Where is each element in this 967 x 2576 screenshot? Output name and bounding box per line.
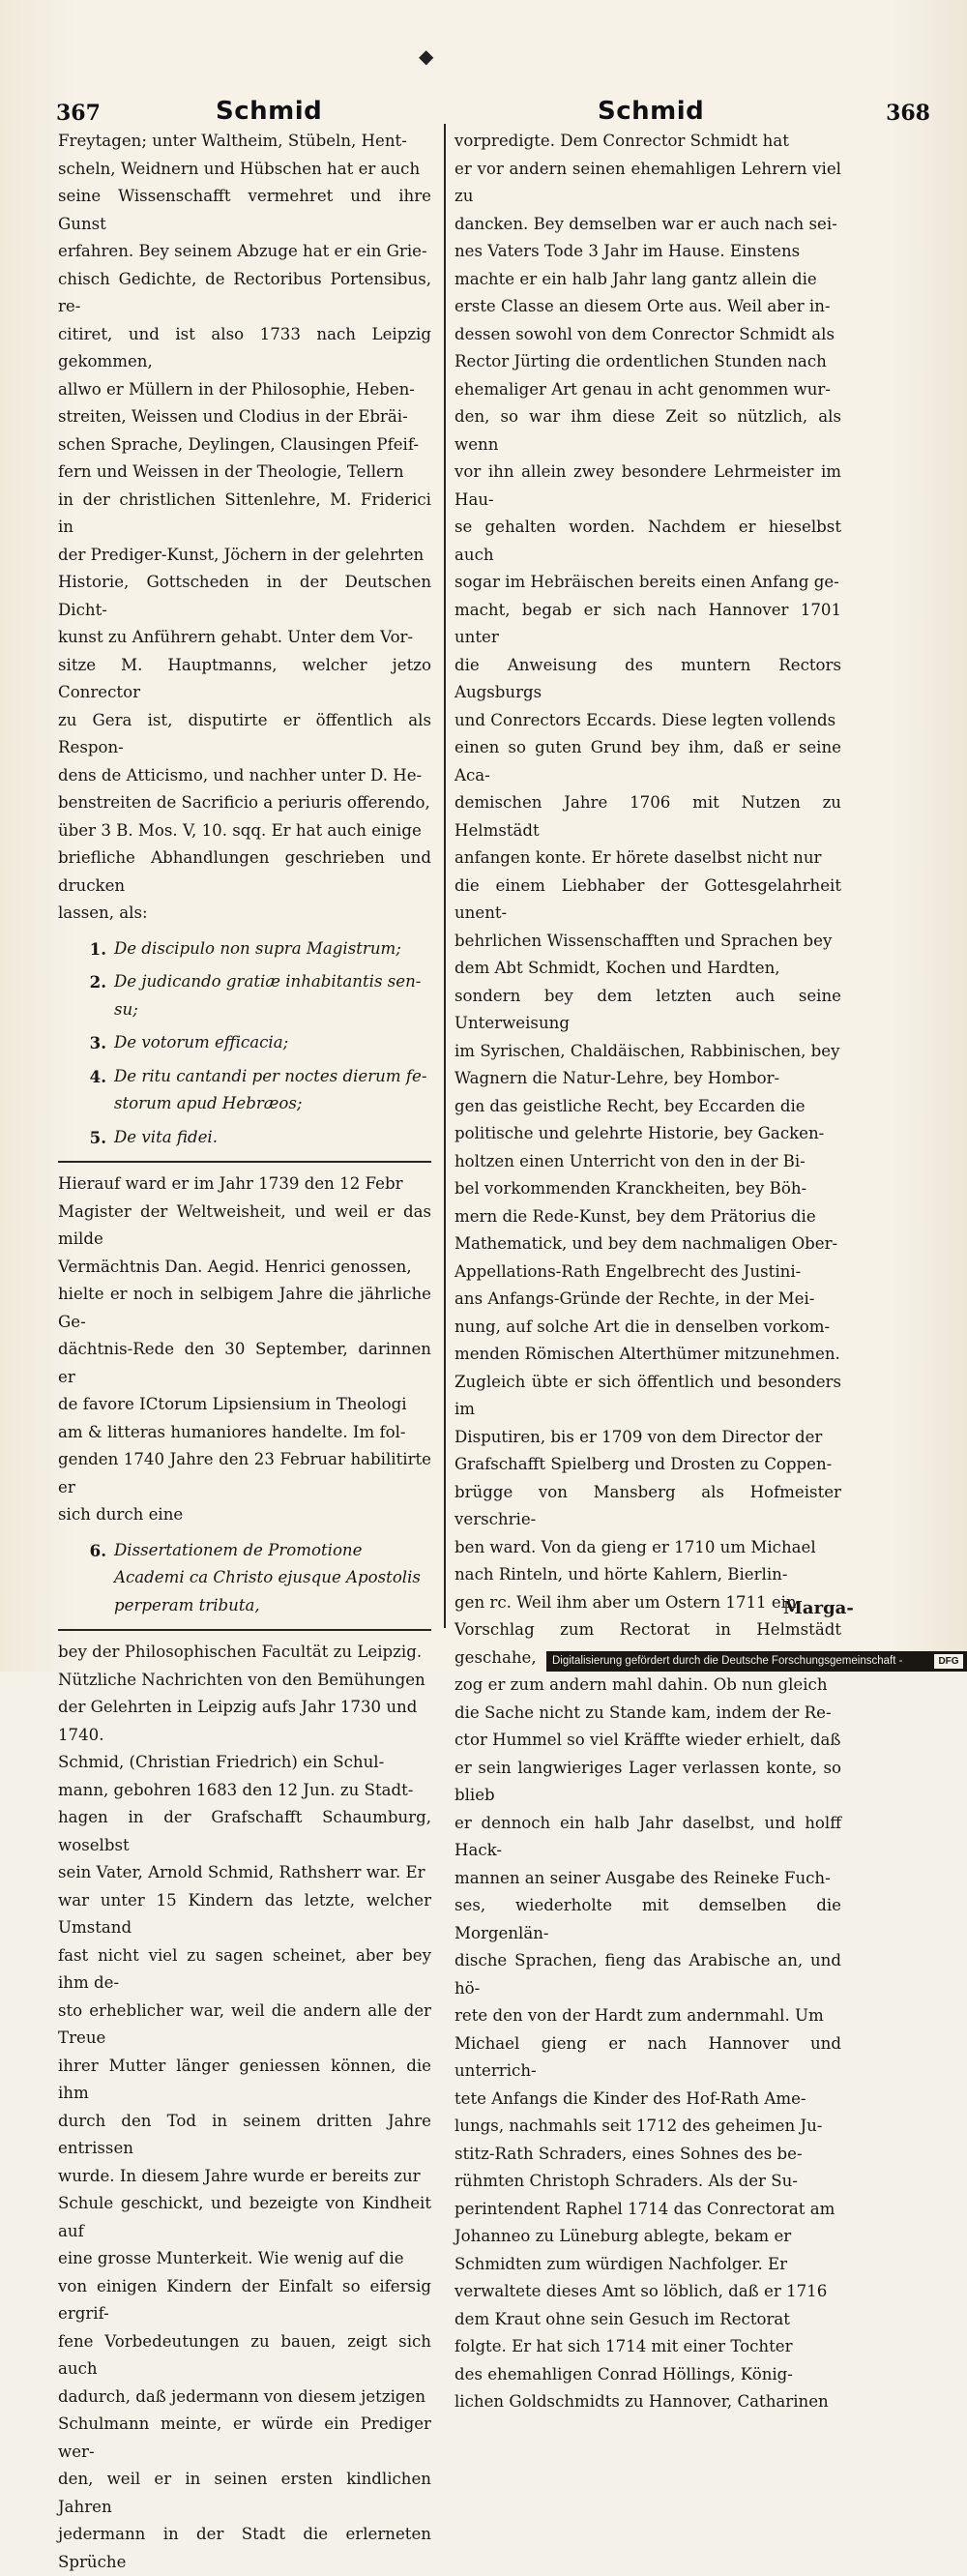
text-line: 1740. — [58, 1725, 104, 1744]
list-item — [68, 1537, 431, 1620]
text-line: chisch Gedichte, de Rectoribus Portensibus, re- — [58, 269, 431, 315]
text-line: nes Vaters Tode 3 Jahr im Hause. Einstens — [454, 242, 801, 260]
list-item — [68, 1063, 431, 1118]
text-line: ctor Hummel so viel Kräffte wieder erhielt, daß — [454, 1731, 841, 1749]
page-header-left — [56, 93, 441, 132]
text-line: Grafschafft Spielberg und Drosten zu Coppen- — [454, 1455, 833, 1473]
text-line: mern die Rede-Kunst, bey dem Prätorius die — [454, 1206, 816, 1226]
text-line: Michael gieng er nach Hannover und unterrich- — [454, 2033, 841, 2080]
text-line: in der christlichen Sittenlehre, M. Friderici in — [58, 489, 431, 536]
text-line: lungs, nachmahls seit 1712 des geheimen Ju- — [454, 2117, 823, 2135]
text-line: hielte er noch in selbigem Jahre die jährliche Ge- — [58, 1285, 431, 1331]
text-line: sondern bey dem letzten auch seine Unterweisung — [454, 986, 841, 1032]
text-line: und Conrectors Eccards. Diese legten vollends — [454, 710, 836, 729]
left-intro-paragraph — [58, 128, 431, 928]
text-line: stitz-Rath Schraders, eines Sohnes des be- — [454, 2144, 803, 2163]
text-line: ehemaliger Art genau in acht genommen wur- — [454, 379, 831, 399]
text-line: holtzen einen Unterricht von den in der Bi- — [454, 1151, 806, 1170]
text-line: mann, gebohren 1683 den 12 Jun. zu Stadt- — [58, 1780, 414, 1799]
text-line: benstreiten de Sacrificio a periuris offerendo, — [58, 793, 430, 812]
text-line: gen rc. Weil ihm aber um Ostern 1711 ein — [454, 1592, 797, 1612]
printer-mark: ◆ — [419, 44, 434, 68]
text-line: der Prediger-Kunst, Jöchern in der gelehrten — [58, 545, 425, 564]
page-number-left: 367 — [56, 101, 101, 126]
text-line: Wagnern die Natur-Lehre, bey Hombor- — [454, 1069, 780, 1087]
text-line: den, so war ihm diese Zeit so nützlich, als wenn — [454, 407, 841, 454]
text-line: gen das geistliche Recht, bey Eccarden die — [454, 1096, 806, 1115]
text-line: Rector Jürting die ordentlichen Stunden nach — [454, 352, 827, 370]
right-column — [454, 128, 841, 2416]
text-line: nach Rinteln, und hörte Kahlern, Bierlin- — [454, 1565, 788, 1584]
text-line: menden Römischen Alterthümer mitzunehmen. — [454, 1345, 840, 1363]
text-line: ans Anfangs-Gründe der Rechte, in der Mei- — [454, 1289, 815, 1308]
list-item-number: 1. — [89, 938, 106, 959]
text-line: Vorschlag zum Rectorat in Helmstädt geschahe, — [454, 1620, 841, 1667]
text-line: dem Kraut ohne sein Gesuch im Rectorat — [454, 2309, 790, 2328]
text-line: Historie, Gottscheden in der Deutschen Dicht- — [58, 573, 431, 619]
text-line: rete den von der Hardt zum andernmahl. Um — [454, 2006, 824, 2025]
text-line: macht, begab er sich nach Hannover 1701 unter — [454, 600, 841, 646]
list-item-number: 2. — [89, 972, 106, 992]
text-line: fene Vorbedeutungen zu bauen, zeigt sich auch — [58, 2331, 431, 2378]
list-item-number: 6. — [89, 1540, 106, 1560]
list-item-number: 3. — [89, 1033, 106, 1052]
text-line: im Syrischen, Chaldäischen, Rabbinischen, bey — [454, 1041, 840, 1060]
text-line: einen so guten Grund bey ihm, daß er seine Aca- — [454, 738, 841, 785]
text-line: dächtnis-Rede den 30 September, darinnen er — [58, 1340, 431, 1386]
text-line: vor ihn allein zwey besondere Lehrmeister im Hau- — [454, 462, 841, 509]
text-line: dische Sprachen, fieng das Arabische an, und hö- — [454, 1951, 841, 1998]
list-item — [68, 935, 431, 963]
text-line: dens de Atticismo, und nachher unter D. He- — [58, 765, 423, 785]
digitization-footer — [546, 1651, 967, 1672]
text-line: Schmidten zum würdigen Nachfolger. Er — [454, 2254, 788, 2273]
text-line: jedermann in der Stadt die erlerneten Sprüche — [58, 2525, 431, 2571]
text-line: Schulmann meinte, er würde ein Prediger wer- — [58, 2414, 431, 2461]
text-line: Schule geschickt, und bezeigte von Kindheit auf — [58, 2194, 431, 2240]
text-line: Appellations-Rath Engelbrecht des Justini- — [454, 1261, 802, 1281]
running-head-right: Schmid — [598, 97, 705, 126]
text-line: perintendent Raphel 1714 das Conrectorat am — [454, 2199, 835, 2218]
text-line: demischen Jahre 1706 mit Nutzen zu Helmstädt — [454, 793, 841, 840]
text-line: Freytagen; unter Waltheim, Stübeln, Hent- — [58, 132, 407, 150]
text-line: kunst zu Anführern gehabt. Unter dem Vor- — [58, 628, 414, 646]
works-list-a — [58, 935, 431, 1152]
text-line: erfahren. Bey seinem Abzuge hat er ein Grie- — [58, 242, 427, 260]
text-line: Mathematick, und bey dem nachmaligen Ober- — [454, 1234, 838, 1253]
list-item-text: De discipulo non supra Magistrum; — [114, 938, 401, 958]
text-line: sein Vater, Arnold Schmid, Rathsherr war. Er — [58, 1863, 425, 1881]
text-line: war unter 15 Kindern das letzte, welcher Umstand — [58, 1890, 431, 1937]
text-line: se gehalten worden. Nachdem er hieselbst auch — [454, 518, 841, 564]
list-item-text: De ritu cantandi per noctes dierum fe- storum apud Hebræos; — [114, 1066, 427, 1112]
text-line: sitze M. Hauptmanns, welcher jetzo Conrector — [58, 655, 431, 701]
text-line: citiret, und ist also 1733 nach Leipzig gekommen, — [58, 324, 431, 370]
text-line: die Anweisung des muntern Rectors Augsburgs — [454, 655, 841, 701]
right-column-text — [454, 128, 841, 2416]
text-line: bel vorkommenden Kranckheiten, bey Böh- — [454, 1179, 807, 1198]
text-line: fast nicht viel zu sagen scheinet, aber bey ihm de- — [58, 1945, 431, 1992]
text-line: machte er ein halb Jahr lang gantz allein die — [454, 269, 817, 288]
text-line: lichen Goldschmidts zu Hannover, Catharinen — [454, 2392, 829, 2411]
text-line: genden 1740 Jahre den 23 Februar habilitirte er — [58, 1450, 431, 1496]
text-line: scheln, Weidnern und Hübschen hat er auch — [58, 159, 421, 178]
entry-schmid-christian-friedrich — [58, 1749, 431, 2576]
text-line: brügge von Mansberg als Hofmeister verschrie- — [454, 1482, 841, 1528]
separator-rule — [58, 1629, 431, 1631]
text-line: rühmten Christoph Schraders. Als der Su- — [454, 2172, 798, 2190]
column-divider — [444, 124, 446, 1628]
list-item-text: De votorum efficacia; — [114, 1033, 289, 1051]
text-line: über 3 B. Mos. V, 10. sqq. Er hat auch einige — [58, 820, 422, 840]
footer-text: Digitalisierung gefördert durch die Deutsche Forschungsgemeinschaft - — [552, 1655, 903, 1667]
text-line: behrlichen Wissenschafften und Sprachen bey — [454, 931, 833, 950]
text-line: dessen sowohl von dem Conrector Schmidt als — [454, 324, 835, 343]
text-line: Vermächtnis Dan. Aegid. Henrici genossen, — [58, 1257, 412, 1276]
text-line: den, weil er in seinen ersten kindlichen Jahren — [58, 2470, 431, 2516]
text-line: briefliche Abhandlungen geschrieben und drucken — [58, 848, 431, 895]
text-line: mannen an seiner Ausgabe des Reineke Fuch- — [454, 1868, 831, 1887]
left-middle-paragraph — [58, 1170, 431, 1529]
text-line: sich durch eine — [58, 1505, 184, 1524]
text-line: die einem Liebhaber der Gottesgelahrheit unent- — [454, 875, 841, 922]
left-closing-paragraph — [58, 1639, 431, 1749]
text-line: der Gelehrten in Leipzig aufs Jahr 1730 und — [58, 1698, 418, 1716]
running-head-left: Schmid — [216, 97, 323, 126]
page-header-right — [569, 93, 965, 132]
text-line: er dennoch ein halb Jahr daselbst, und holff Hack- — [454, 1813, 841, 1859]
text-line: de favore ICtorum Lipsiensium in Theologi — [58, 1395, 407, 1413]
text-line: von einigen Kindern der Einfalt so eifersig ergrif- — [58, 2276, 431, 2323]
dfg-logo-icon: DFG — [934, 1654, 963, 1669]
text-line: ihrer Mutter länger geniessen können, die ihm — [58, 2056, 431, 2102]
text-line: schen Sprache, Deylingen, Clausingen Pfeif- — [58, 434, 420, 454]
text-line: streiten, Weissen und Clodius in der Ebräi- — [58, 407, 408, 426]
text-line: erste Classe an diesem Orte aus. Weil aber in- — [454, 297, 831, 315]
text-line: verwaltete dieses Amt so löblich, daß er 1716 — [454, 2282, 828, 2300]
list-item-text: De vita fidei. — [114, 1127, 219, 1146]
catchword: Marga- — [783, 1598, 854, 1618]
text-line: vorpredigte. Dem Conrector Schmidt hat — [454, 132, 789, 150]
list-item — [68, 1124, 431, 1152]
text-line: durch den Tod in seinem dritten Jahre entrissen — [58, 2111, 431, 2157]
text-line: bey der Philosophischen Facultät zu Leipzig. — [58, 1643, 423, 1661]
text-line: Schmid, (Christian Friedrich) ein Schul- — [58, 1753, 385, 1771]
text-line: zu Gera ist, disputirte er öffentlich als Respon- — [58, 710, 431, 756]
list-item-text: Dissertationem de Promotione Academi ca Christo ejusque Apostolis perperam tributa, — [114, 1540, 421, 1614]
text-line: fern und Weissen in der Theologie, Tellern — [58, 462, 404, 481]
list-item — [68, 1029, 431, 1057]
list-item-number: 5. — [89, 1127, 106, 1147]
text-line: die Sache nicht zu Stande kam, indem der Re- — [454, 1703, 832, 1722]
text-line: hagen in der Grafschafft Schaumburg, woselbst — [58, 1808, 431, 1854]
text-line: ben ward. Von da gieng er 1710 um Michael — [454, 1537, 816, 1556]
text-line: allwo er Müllern in der Philosophie, Heben- — [58, 379, 415, 399]
text-line: dem Abt Schmidt, Kochen und Hardten, — [454, 959, 780, 977]
text-line: er sein langwieriges Lager verlassen konte, so blieb — [454, 1758, 841, 1804]
text-line: Johanneo zu Lüneburg ablegte, bekam er — [454, 2227, 792, 2245]
text-line: Magister der Weltweisheit, und weil er das milde — [58, 1201, 431, 1248]
text-line: anfangen konte. Er hörete daselbst nicht nur — [454, 848, 822, 867]
text-line: ses, wiederholte mit demselben die Morgenlän- — [454, 1896, 841, 1942]
text-line: des ehemahligen Conrad Höllings, König- — [454, 2364, 793, 2384]
page-number-right: 368 — [886, 101, 930, 126]
text-line: Disputiren, bis er 1709 von dem Director der — [454, 1427, 823, 1446]
text-line: wurde. In diesem Jahre wurde er bereits zur — [58, 2166, 421, 2185]
text-line: lassen, als: — [58, 903, 148, 922]
text-line: dadurch, daß jedermann von diesem jetzigen — [58, 2386, 426, 2406]
text-line: zog er zum andern mahl dahin. Ob nun gleich — [454, 1675, 828, 1694]
left-column — [58, 128, 431, 2576]
list-item-number: 4. — [89, 1066, 106, 1086]
separator-rule — [58, 1161, 431, 1163]
text-line: Zugleich übte er sich öffentlich und besonders im — [454, 1372, 841, 1418]
text-line: er vor andern seinen ehemahligen Lehrern viel zu — [454, 159, 841, 205]
text-line: sto erheblicher war, weil die andern alle der Treue — [58, 2000, 431, 2047]
text-line: nung, auf solche Art die in denselben vorkom- — [454, 1317, 831, 1336]
text-line: Nützliche Nachrichten von den Bemühungen — [58, 1670, 425, 1689]
works-list-b — [58, 1537, 431, 1620]
text-line: Hierauf ward er im Jahr 1739 den 12 Febr — [58, 1174, 403, 1193]
text-line: folgte. Er hat sich 1714 mit einer Tochter — [454, 2337, 793, 2355]
text-line: seine Wissenschafft vermehret und ihre Gunst — [58, 187, 431, 233]
list-item-text: De judicando gratiæ inhabitantis sen- su; — [114, 972, 422, 1019]
text-line: dancken. Bey demselben war er auch nach sei- — [454, 214, 837, 233]
text-line: tete Anfangs die Kinder des Hof-Rath Ame- — [454, 2088, 806, 2108]
text-line: politische und gelehrte Historie, bey Gacken- — [454, 1124, 825, 1142]
text-line: am & litteras humaniores handelte. Im fol- — [58, 1422, 406, 1441]
text-line: sogar im Hebräischen bereits einen Anfang ge- — [454, 573, 839, 591]
list-item — [68, 968, 431, 1023]
text-line: eine grosse Munterkeit. Wie wenig auf die — [58, 2249, 404, 2267]
